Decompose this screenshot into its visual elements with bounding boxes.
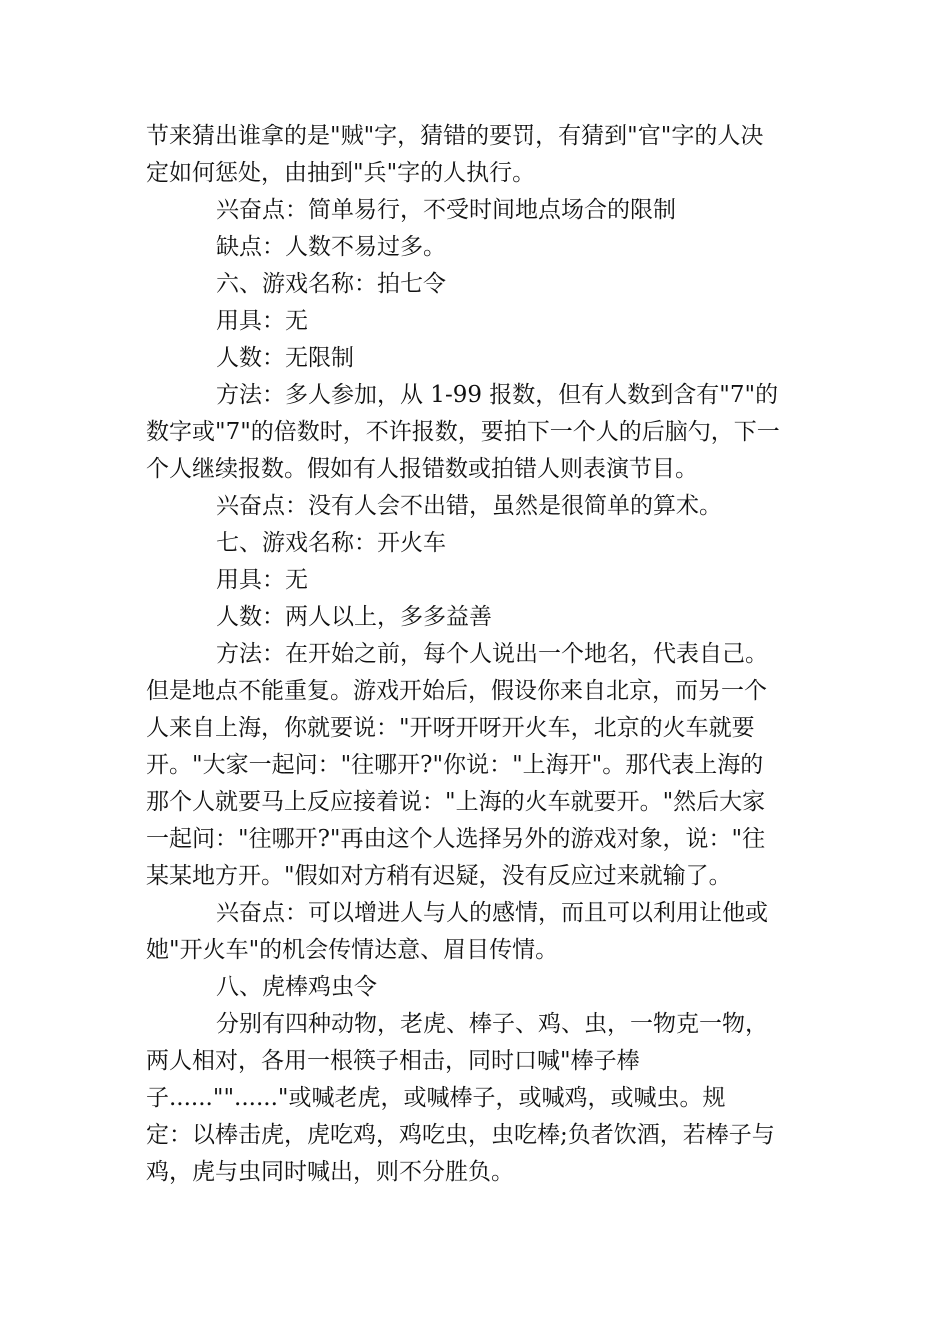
section-heading: 七、游戏名称：开火车 — [216, 530, 446, 556]
text-line: 方法：多人参加，从 1-99 报数，但有人数到含有"7"的 — [216, 382, 779, 408]
text-line: 但是地点不能重复。游戏开始后，假设你来自北京，而另一个 — [146, 678, 767, 704]
text-line: 人来自上海，你就要说："开呀开呀开火车，北京的火车就要 — [146, 715, 755, 741]
text-line: 节来猜出谁拿的是"贼"字，猜错的要罚，有猜到"官"字的人决 — [146, 123, 764, 149]
text-line: 用具：无 — [216, 567, 308, 593]
text-line: 鸡，虎与虫同时喊出，则不分胜负。 — [146, 1159, 514, 1185]
text-line: 两人相对，各用一根筷子相击，同时口喊"棒子棒 — [146, 1048, 640, 1074]
text-line: 开。"大家一起问："往哪开?"你说："上海开"。那代表上海的 — [146, 752, 764, 778]
text-line: 某某地方开。"假如对方稍有迟疑，没有反应过来就输了。 — [146, 863, 732, 889]
text-line: 那个人就要马上反应接着说："上海的火车就要开。"然后大家 — [146, 789, 766, 815]
text-line: 定：以棒击虎，虎吃鸡，鸡吃虫，虫吃棒;负者饮酒，若棒子与 — [146, 1122, 775, 1148]
text-line: 个人继续报数。假如有人报错数或拍错人则表演节目。 — [146, 456, 698, 482]
text-line: 兴奋点：可以增进人与人的感情，而且可以利用让他或 — [216, 900, 768, 926]
text-line: 用具：无 — [216, 308, 308, 334]
text-line: 方法：在开始之前，每个人说出一个地名，代表自己。 — [216, 641, 768, 667]
text-line: 分别有四种动物，老虎、棒子、鸡、虫，一物克一物， — [216, 1011, 768, 1037]
text-line: 兴奋点：简单易行，不受时间地点场合的限制 — [216, 197, 676, 223]
text-line: 子......""......"或喊老虎，或喊棒子，或喊鸡，或喊虫。规 — [146, 1085, 726, 1111]
section-heading: 六、游戏名称：拍七令 — [216, 271, 446, 297]
text-line: 一起问："往哪开?"再由这个人选择另外的游戏对象，说："往 — [146, 826, 766, 852]
document-page — [146, 118, 806, 1191]
section-heading: 八、虎棒鸡虫令 — [216, 974, 377, 1000]
text-line: 兴奋点：没有人会不出错，虽然是很简单的算术。 — [216, 493, 722, 519]
text-line: 人数：无限制 — [216, 345, 354, 371]
text-line: 缺点：人数不易过多。 — [216, 234, 446, 260]
text-line: 数字或"7"的倍数时，不许报数，要拍下一个人的后脑勺，下一 — [146, 419, 780, 445]
text-line: 她"开火车"的机会传情达意、眉目传情。 — [146, 937, 559, 963]
text-line: 人数：两人以上，多多益善 — [216, 604, 492, 630]
text-line: 定如何惩处，由抽到"兵"字的人执行。 — [146, 160, 536, 186]
